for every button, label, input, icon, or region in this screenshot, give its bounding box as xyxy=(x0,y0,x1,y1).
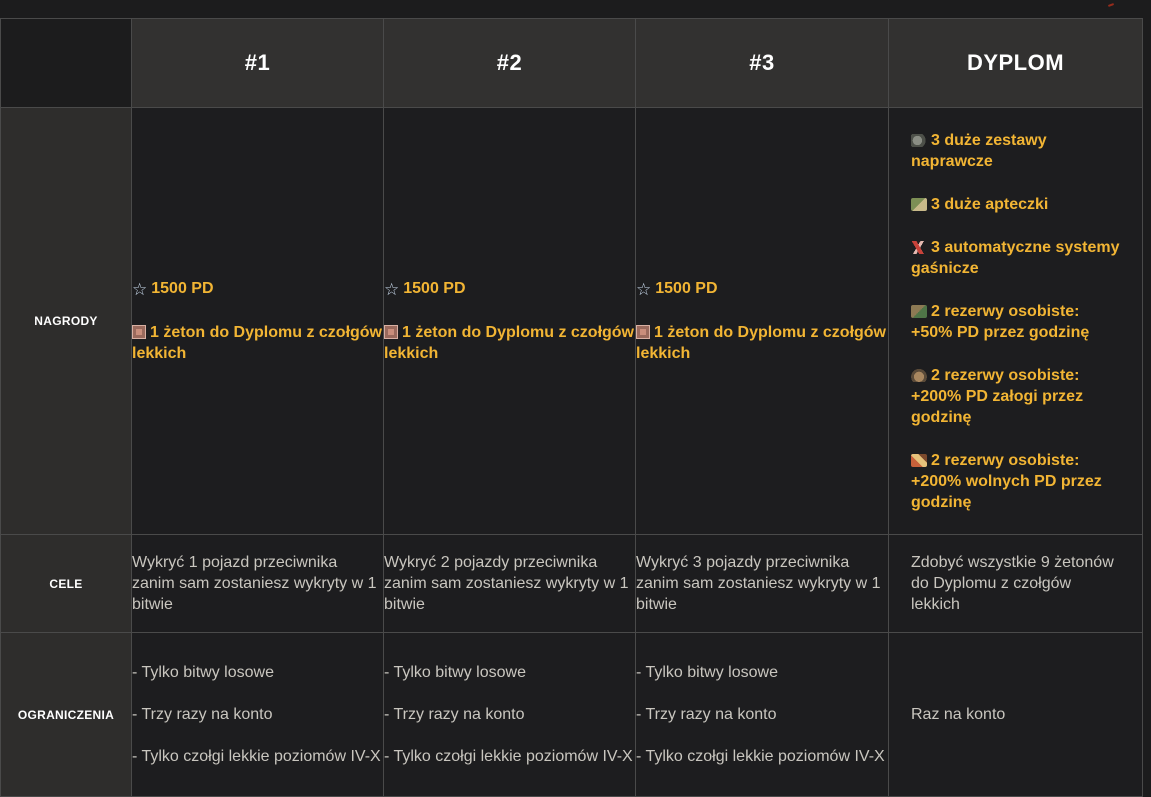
goal-cell-1: Wykryć 1 pojazd przeciwnika zanim sam zostaniesz wykryty w 1 bitwie xyxy=(132,535,384,633)
row-label-goals: CELE xyxy=(1,535,132,633)
restriction-line: - Trzy razy na konto xyxy=(384,706,525,723)
diploma-reward xyxy=(911,365,1122,428)
diploma-reward xyxy=(911,194,1122,215)
restriction-cell-2 xyxy=(384,633,636,797)
diploma-reward-text: 3 duże apteczki xyxy=(931,195,1049,213)
token-icon xyxy=(636,325,650,339)
diploma-reward-text: 3 automatyczne systemy gaśnicze xyxy=(911,238,1120,277)
restriction-line: - Tylko bitwy losowe xyxy=(384,664,526,681)
star-icon: ☆ xyxy=(636,280,652,299)
token-reward xyxy=(132,322,383,364)
diploma-reward xyxy=(911,237,1122,279)
restriction-line: - Trzy razy na konto xyxy=(636,706,777,723)
row-label-restrictions: OGRANICZENIA xyxy=(1,633,132,797)
restrictions-row xyxy=(1,633,1143,797)
diploma-reward-text: 2 rezerwy osobiste: +200% wolnych PD przez godzinę xyxy=(911,451,1102,511)
rewards-cell-diploma xyxy=(889,108,1143,535)
diploma-reward-text: 2 rezerwy osobiste: +50% PD przez godzinę xyxy=(911,302,1090,341)
diploma-reward xyxy=(911,130,1122,172)
column-header-3: #3 xyxy=(636,19,889,108)
medkit-icon xyxy=(911,198,927,211)
rewards-cell-3 xyxy=(636,108,889,535)
restriction-line: - Tylko czołgi lekkie poziomów IV-X xyxy=(384,748,633,765)
rewards-cell-1 xyxy=(132,108,384,535)
restriction-line: - Tylko czołgi lekkie poziomów IV-X xyxy=(636,748,885,765)
column-header-2: #2 xyxy=(384,19,636,108)
restriction-line: - Tylko bitwy losowe xyxy=(132,664,274,681)
rewards-row xyxy=(1,108,1143,535)
diploma-reward-text: 2 rezerwy osobiste: +200% PD załogi przez godzinę xyxy=(911,366,1084,426)
token-icon xyxy=(132,325,146,339)
fire-extinguisher-icon xyxy=(911,241,927,254)
xp-reward-text: 1500 PD xyxy=(655,280,718,297)
token-reward-text: 1 żeton do Dyplomu z czołgów lekkich xyxy=(132,324,382,362)
restriction-line: - Trzy razy na konto xyxy=(132,706,273,723)
xp-reward-text: 1500 PD xyxy=(403,280,466,297)
personal-reserve-crew-icon xyxy=(911,369,927,382)
column-header-1: #1 xyxy=(132,19,384,108)
xp-reward xyxy=(636,278,888,300)
corner-cell xyxy=(1,19,132,108)
personal-reserve-free-xp-icon xyxy=(911,454,927,467)
goal-cell-diploma: Zdobyć wszystkie 9 żetonów do Dyplomu z czołgów lekkich xyxy=(889,535,1143,633)
token-reward xyxy=(636,322,888,364)
restriction-cell-3 xyxy=(636,633,889,797)
restriction-line: - Tylko czołgi lekkie poziomów IV-X xyxy=(132,748,381,765)
restriction-cell-diploma: Raz na konto xyxy=(889,633,1143,797)
diploma-reward-text: 3 duże zestawy naprawcze xyxy=(911,131,1047,170)
rewards-cell-2 xyxy=(384,108,636,535)
xp-reward xyxy=(384,278,635,300)
diploma-reward xyxy=(911,450,1122,513)
goal-cell-2: Wykryć 2 pojazdy przeciwnika zanim sam zostaniesz wykryty w 1 bitwie xyxy=(384,535,636,633)
ember-particle xyxy=(1108,3,1114,7)
personal-reserve-xp-icon xyxy=(911,305,927,318)
goals-row xyxy=(1,535,1143,633)
column-header-diploma: DYPLOM xyxy=(889,19,1143,108)
restriction-line: - Tylko bitwy losowe xyxy=(636,664,778,681)
token-icon xyxy=(384,325,398,339)
restriction-cell-1 xyxy=(132,633,384,797)
diploma-reward xyxy=(911,301,1122,343)
token-reward-text: 1 żeton do Dyplomu z czołgów lekkich xyxy=(636,324,886,362)
repair-kit-icon xyxy=(911,134,927,147)
mission-table xyxy=(0,18,1143,797)
xp-reward-text: 1500 PD xyxy=(151,280,214,297)
star-icon: ☆ xyxy=(132,280,148,299)
token-reward-text: 1 żeton do Dyplomu z czołgów lekkich xyxy=(384,324,634,362)
goal-cell-3: Wykryć 3 pojazdy przeciwnika zanim sam zostaniesz wykryty w 1 bitwie xyxy=(636,535,889,633)
star-icon: ☆ xyxy=(384,280,400,299)
token-reward xyxy=(384,322,635,364)
xp-reward xyxy=(132,278,383,300)
row-label-rewards: NAGRODY xyxy=(1,108,132,535)
header-row xyxy=(1,19,1143,108)
